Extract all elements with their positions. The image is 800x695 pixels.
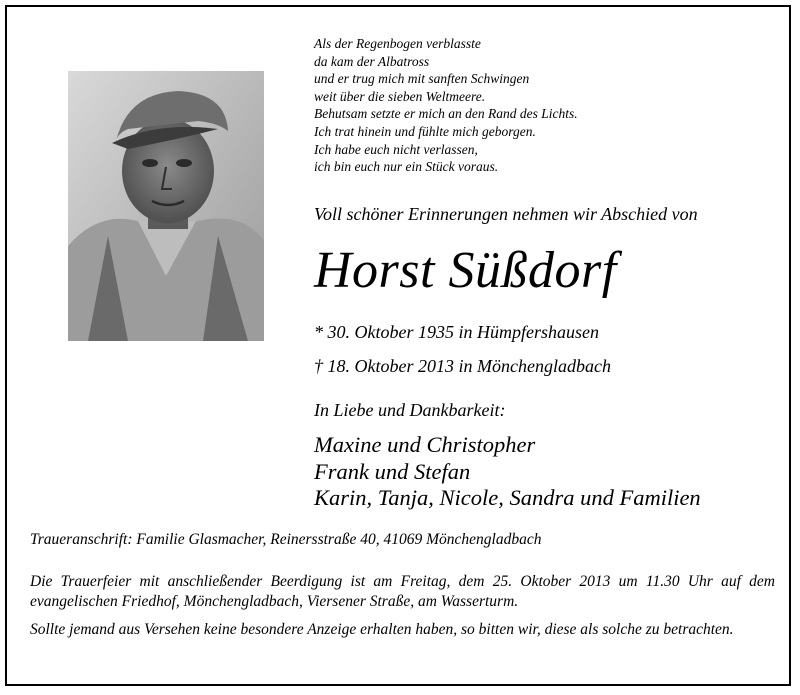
thanks-heading: In Liebe und Dankbarkeit: bbox=[314, 400, 506, 420]
funeral-details: Die Trauerfeier mit anschließender Beerdigung ist am Freitag, dem 25. Oktober 2013 um 11.30 Uhr auf dem evangelischen Friedhof, Mönchengladbach, Viersener Straße, am Wasserturm. bbox=[30, 573, 775, 610]
notice-disclaimer: Sollte jemand aus Versehen keine besondere Anzeige erhalten haben, so bitten wir, diese als solche zu betrachten. bbox=[30, 621, 734, 638]
poem-line: und er trug mich mit sanften Schwingen bbox=[314, 71, 530, 87]
poem-line: Ich habe euch nicht verlassen, bbox=[314, 141, 478, 157]
poem-line: Als der Regenbogen verblasste bbox=[314, 36, 481, 51]
poem-line: Ich trat hinein und fühlte mich geborgen. bbox=[314, 123, 536, 139]
poem-line: ich bin euch nur ein Stück voraus. bbox=[314, 159, 499, 175]
birth-date: * 30. Oktober 1935 in Hümpfershausen bbox=[314, 322, 599, 342]
poem-line: da kam der Albatross bbox=[314, 53, 430, 69]
mourner-line: Maxine und Christopher bbox=[314, 432, 536, 457]
mourning-address: Traueranschrift: Familie Glasmacher, Reinersstraße 40, 41069 Mönchengladbach bbox=[30, 531, 542, 548]
obituary-notice bbox=[5, 5, 791, 686]
mourner-line: Frank und Stefan bbox=[314, 458, 471, 484]
portrait-photo bbox=[68, 71, 264, 341]
mourner-line: Karin, Tanja, Nicole, Sandra und Familien bbox=[314, 485, 701, 510]
portrait-image bbox=[68, 71, 264, 341]
poem-line: weit über die sieben Weltmeere. bbox=[314, 88, 486, 104]
poem-line: Behutsam setzte er mich an den Rand des Lichts. bbox=[314, 106, 578, 122]
deceased-name: Horst Süßdorf bbox=[314, 242, 617, 299]
poem bbox=[314, 35, 578, 176]
mourners-list bbox=[314, 432, 701, 512]
death-date: † 18. Oktober 2013 in Mönchengladbach bbox=[314, 356, 611, 376]
farewell-intro: Voll schöner Erinnerungen nehmen wir Abschied von bbox=[314, 204, 698, 224]
